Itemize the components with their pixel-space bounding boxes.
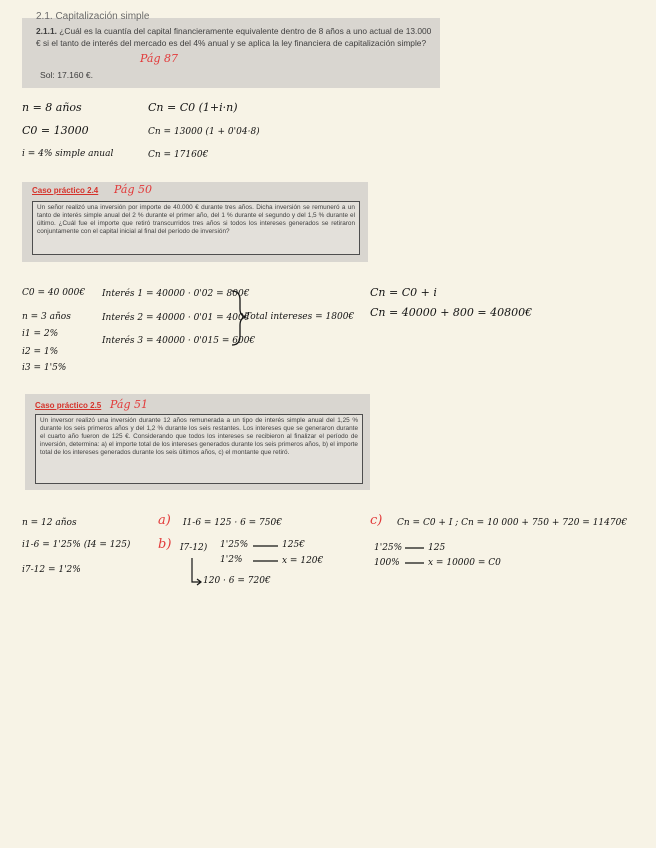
part-c-rule-row-2-left: 100% bbox=[374, 558, 400, 568]
part-c-calculation: Cn = C0 + I ; Cn = 10 000 + 750 + 720 = 11470€ bbox=[397, 518, 628, 528]
ex2-data-c0: C0 = 40 000€ bbox=[22, 288, 86, 298]
ex2-data-i3: i3 = 1'5% bbox=[22, 363, 67, 373]
cut-heading: 2.1. Capitalización simple bbox=[36, 11, 150, 22]
part-c-label: c) bbox=[370, 513, 383, 528]
exercise-1-number: 2.1.1. bbox=[36, 26, 57, 36]
ex3-data-i7-12: i7-12 = 1'2% bbox=[22, 565, 81, 575]
ex1-result: Cn = 17160€ bbox=[148, 150, 209, 160]
interest-brace bbox=[232, 291, 246, 345]
result-arrow bbox=[192, 558, 200, 582]
ex1-substitution: Cn = 13000 (1 + 0'04·8) bbox=[148, 127, 260, 137]
solution-text: Sol: 17.160 €. bbox=[40, 70, 94, 80]
part-c-rule-row-2-right: x = 10000 = C0 bbox=[428, 558, 501, 568]
page-note-51: Pág 51 bbox=[110, 398, 149, 411]
ex1-data-i: i = 4% simple anual bbox=[22, 149, 114, 159]
part-c-rule-row-1-right: 125 bbox=[428, 543, 446, 553]
part-b-label: b) bbox=[158, 537, 172, 552]
exercise-2-statement: Un señor realizó una inversión por importe de 40.000 € durante tres años. Dicha inversión se remuneró a un tanto de interés simple anual del 2 % durante el primer año, del 1 % durante el segundo y del 1,5 % durante el último. ¿Cuál fue el importe que retiró transcurridos tres años si todos los intereses generados se retiraron conjuntamente con el capital inicial al final del período de inversión? bbox=[32, 201, 360, 255]
ex2-total-interest: Total intereses = 1800€ bbox=[245, 312, 355, 322]
ex2-result: Cn = 40000 + 800 = 40800€ bbox=[370, 306, 533, 319]
part-c-rule-row-1-left: 1'25% bbox=[374, 543, 403, 553]
exercise-1-text: ¿Cuál es la cuantía del capital financieramente equivalente dentro de 8 años a uno actual de 13.000 € si el tanto de interés del mercado es del 4% anual y se aplica la ley financiera de capitalización simple? bbox=[36, 26, 432, 48]
exercise-3-statement: Un inversor realizó una inversión durante 12 años remunerada a un tipo de interés simple anual del 1,25 % durante los seis primeros años y del 1,2 % durante los seis restantes. Los intereses que se generaron durante el cuarto año fueron de 125 €. Considerando que todos los intereses se recibieron al finalizar el período de inversión, determina: a) el importe total de los intereses generados durante los seis primeros años, b) el importe total de los intereses generados durante los seis últimos años, c) el montante que retiró. bbox=[35, 414, 363, 484]
ex2-interest-3: Interés 3 = 40000 · 0'015 = 600€ bbox=[102, 336, 256, 346]
page-note-87: Pág 87 bbox=[140, 52, 179, 65]
part-b-start: I7-12) bbox=[180, 543, 208, 553]
ex2-interest-1: Interés 1 = 40000 · 0'02 = 800€ bbox=[102, 289, 250, 299]
ex2-formula: Cn = C0 + i bbox=[370, 286, 437, 299]
ex1-data-c0: C0 = 13000 bbox=[22, 124, 89, 137]
ex2-data-n: n = 3 años bbox=[22, 312, 71, 322]
ex2-data-i1: i1 = 2% bbox=[22, 329, 59, 339]
part-b-rule-row-2-left: 1'2% bbox=[220, 555, 243, 565]
ex2-interest-2: Interés 2 = 40000 · 0'01 = 400€ bbox=[102, 313, 250, 323]
ex1-data-n: n = 8 años bbox=[22, 101, 82, 114]
caso-practico-2-4-title: Caso práctico 2.4 bbox=[32, 186, 99, 195]
ex2-data-i2: i2 = 1% bbox=[22, 347, 59, 357]
part-b-result: 120 · 6 = 720€ bbox=[203, 576, 271, 586]
part-b-rule-row-1-right: 125€ bbox=[282, 540, 305, 550]
part-a-calculation: I1-6 = 125 · 6 = 750€ bbox=[183, 518, 282, 528]
ex3-data-n: n = 12 años bbox=[22, 518, 77, 528]
ex1-formula: Cn = C0 (1+i·n) bbox=[148, 101, 238, 114]
page-note-50: Pág 50 bbox=[114, 183, 153, 196]
part-b-rule-row-1-left: 1'25% bbox=[220, 540, 249, 550]
part-b-rule-row-2-right: x = 120€ bbox=[282, 556, 324, 566]
ex3-data-i1-6: i1-6 = 1'25% (I4 = 125) bbox=[22, 540, 131, 550]
part-a-label: a) bbox=[158, 513, 171, 528]
caso-practico-2-5-title: Caso práctico 2.5 bbox=[35, 401, 102, 410]
